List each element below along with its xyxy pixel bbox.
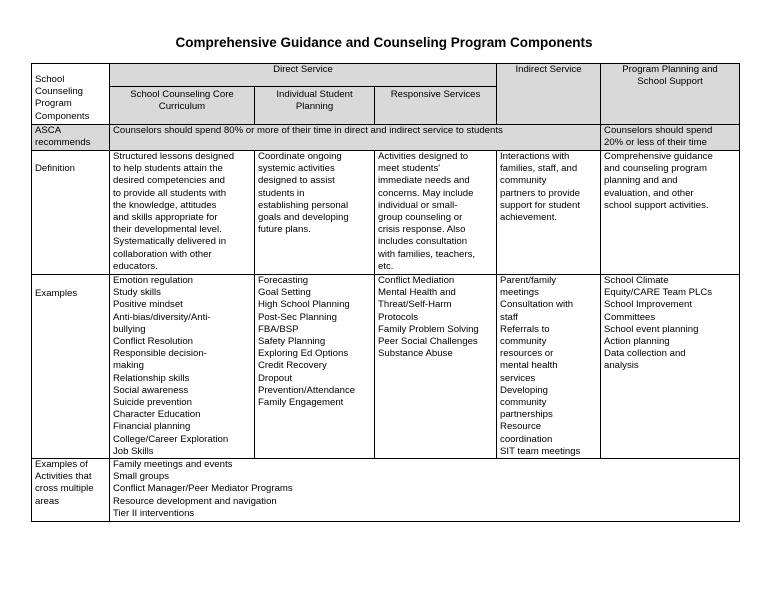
definition-responsive-line: etc. [378, 260, 394, 272]
program-planning-line: Program Planning and [622, 64, 718, 75]
examples-indirect-line: partnerships [500, 409, 553, 421]
definition-planning-line: school support activities. [604, 199, 709, 211]
examples-curriculum-lines [113, 275, 251, 458]
definition-curriculum-line: to provide all students with [113, 187, 227, 199]
examples-responsive-line: Threat/Self-Harm [378, 299, 452, 311]
definition-indirect-line: community [500, 175, 547, 187]
cross-label-line: areas [35, 495, 59, 507]
definition-curriculum-line: to help students attain the [113, 163, 223, 175]
definition-planning-cell [601, 151, 740, 275]
definition-indirect-line: support for student [500, 199, 581, 211]
examples-indirect-line: Developing [500, 384, 549, 396]
asca-direct-indirect-cell [110, 125, 601, 151]
direct-service-header [110, 64, 497, 87]
definition-planning-line: planning and and [604, 175, 678, 187]
examples-indirect-line: Parent/family [500, 275, 556, 286]
examples-individual-lines [258, 275, 371, 409]
examples-individual-line: Goal Setting [258, 287, 311, 299]
asca-planning-line: Counselors should spend [604, 125, 713, 136]
examples-indirect-line: resources or [500, 348, 554, 360]
examples-responsive-line: Peer Social Challenges [378, 336, 478, 348]
examples-individual-line: Family Engagement [258, 397, 344, 409]
definition-individual-line: Coordinate ongoing [258, 151, 342, 162]
examples-curriculum-line: bullying [113, 323, 146, 335]
examples-curriculum-line: College/Career Exploration [113, 433, 229, 445]
definition-responsive-lines [378, 151, 493, 273]
examples-curriculum-line: Anti-bias/diversity/Anti- [113, 311, 211, 323]
examples-individual-line: Exploring Ed Options [258, 348, 349, 360]
examples-curriculum-line: Job Skills [113, 445, 154, 457]
examples-individual-line: Post-Sec Planning [258, 311, 337, 323]
examples-individual-line: Prevention/Attendance [258, 384, 356, 396]
examples-responsive-line: Family Problem Solving [378, 323, 479, 335]
definition-planning-lines [604, 151, 736, 212]
cross-items-line: Small groups [113, 471, 169, 483]
examples-planning-line: analysis [604, 360, 639, 372]
definition-indirect-line: partners to provide [500, 187, 581, 199]
examples-indirect-line: services [500, 372, 536, 384]
individual-planning-header-lines [258, 89, 371, 113]
examples-indirect-lines [500, 275, 597, 458]
examples-responsive-lines [378, 275, 493, 360]
examples-individual-line: Dropout [258, 372, 293, 384]
definition-responsive-line: group counseling or [378, 212, 463, 224]
definition-individual-line: students in [258, 187, 305, 199]
examples-label-cell [32, 275, 110, 459]
cross-label-line: cross multiple [35, 483, 94, 495]
definition-label-cell [32, 151, 110, 275]
examples-planning-lines [604, 275, 736, 373]
asca-label-line: recommends [35, 137, 91, 149]
asca-planning-line: 20% or less of their time [604, 137, 707, 149]
examples-planning-line: School Improvement [604, 299, 692, 311]
examples-indirect-line: community [500, 336, 547, 348]
individual-planning-header-line: Planning [295, 101, 334, 113]
program-planning-lines [604, 64, 736, 88]
definition-planning-line: Comprehensive guidance [604, 151, 713, 162]
examples-indirect-line: coordination [500, 433, 553, 445]
asca-direct-indirect-text: Counselors should spend 80% or more of their time in direct and indirect service to students [113, 125, 503, 136]
cross-label-cell [32, 459, 110, 522]
examples-indirect-line: Referrals to [500, 323, 550, 335]
definition-responsive-line: crisis response. Also [378, 224, 466, 236]
examples-curriculum-line: Character Education [113, 409, 201, 421]
curriculum-header-line: Curriculum [158, 101, 206, 113]
examples-planning-line: School Climate [604, 275, 669, 286]
definition-curriculum-line: desired competencies and [113, 175, 225, 187]
asca-planning-cell [601, 125, 740, 151]
asca-planning-lines [604, 125, 736, 149]
examples-indirect-line: meetings [500, 287, 539, 299]
examples-planning-line: Equity/CARE Team PLCs [604, 287, 713, 299]
indirect-service-header [497, 64, 601, 125]
examples-curriculum-line: Relationship skills [113, 372, 190, 384]
asca-label-lines [35, 125, 106, 149]
page-title: Comprehensive Guidance and Counseling Program Components [175, 35, 593, 50]
examples-indirect-line: community [500, 397, 547, 409]
examples-individual-line: Forecasting [258, 275, 309, 286]
examples-responsive-line: Mental Health and [378, 287, 456, 299]
examples-responsive-line: Substance Abuse [378, 348, 453, 360]
examples-curriculum-line: Financial planning [113, 421, 191, 433]
individual-planning-header [255, 87, 375, 125]
examples-indirect-cell [497, 275, 601, 459]
cross-items-lines [113, 459, 736, 520]
examples-curriculum-line: Emotion regulation [113, 275, 193, 286]
definition-curriculum-line: collaboration with other [113, 248, 212, 260]
examples-planning-line: Data collection and [604, 348, 686, 360]
examples-individual-line: High School Planning [258, 299, 350, 311]
corner-header-line: School [35, 74, 65, 85]
corner-header-lines [35, 64, 106, 123]
examples-planning-line: School event planning [604, 323, 699, 335]
examples-curriculum-line: Positive mindset [113, 299, 183, 311]
curriculum-header-line: School Counseling Core [130, 89, 234, 100]
definition-indirect-line: achievement. [500, 212, 558, 224]
cross-label-line: Activities that [35, 471, 92, 483]
definition-individual-line: future plans. [258, 224, 311, 236]
indirect-service-label: Indirect Service [515, 64, 582, 75]
examples-curriculum-line: Study skills [113, 287, 161, 299]
corner-header-line: Counseling [35, 86, 84, 98]
definition-label: Definition [35, 163, 75, 174]
individual-planning-header-line: Individual Student [276, 89, 353, 100]
cross-label-lines [35, 459, 106, 508]
definition-planning-line: and counseling program [604, 163, 707, 175]
definition-responsive-line: immediate needs and [378, 175, 470, 187]
definition-responsive-line: individual or small- [378, 199, 458, 211]
cross-items-line: Tier II interventions [113, 507, 195, 519]
definition-individual-cell [255, 151, 375, 275]
definition-curriculum-lines [113, 151, 251, 273]
definition-indirect-line: Interactions with [500, 151, 570, 162]
definition-responsive-line: Activities designed to [378, 151, 469, 162]
examples-label: Examples [35, 288, 78, 299]
definition-curriculum-line: Systematically delivered in [113, 236, 227, 248]
corner-header-line: Components [35, 110, 90, 122]
asca-label-cell [32, 125, 110, 151]
corner-header-cell [32, 64, 110, 125]
definition-individual-line: goals and developing [258, 212, 349, 224]
direct-service-label: Direct Service [273, 64, 333, 75]
cross-items-line: Resource development and navigation [113, 495, 277, 507]
examples-indirect-line: staff [500, 311, 518, 323]
curriculum-header [110, 87, 255, 125]
responsive-services-label: Responsive Services [390, 89, 481, 100]
asca-label-line: ASCA [35, 125, 62, 136]
definition-responsive-line: concerns. May include [378, 187, 474, 199]
examples-curriculum-cell [110, 275, 255, 459]
corner-header-line: Program [35, 98, 72, 110]
definition-individual-line: establishing personal [258, 199, 349, 211]
definition-indirect-line: families, staff, and [500, 163, 578, 175]
examples-curriculum-line: Responsible decision- [113, 348, 207, 360]
definition-curriculum-line: their developmental level. [113, 224, 222, 236]
definition-curriculum-line: educators. [113, 260, 158, 272]
cross-items-cell [110, 459, 740, 522]
examples-indirect-line: Consultation with [500, 299, 574, 311]
examples-planning-cell [601, 275, 740, 459]
examples-indirect-line: mental health [500, 360, 558, 372]
examples-individual-line: Safety Planning [258, 336, 326, 348]
examples-planning-line: Action planning [604, 336, 670, 348]
definition-individual-line: systemic activities [258, 163, 335, 175]
curriculum-header-lines [113, 89, 251, 113]
definition-curriculum-line: the knowledge, attitudes [113, 199, 217, 211]
examples-individual-line: Credit Recovery [258, 360, 327, 372]
definition-indirect-lines [500, 151, 597, 224]
definition-individual-line: designed to assist [258, 175, 335, 187]
definition-responsive-line: includes consultation [378, 236, 468, 248]
examples-indirect-line: Resource [500, 421, 542, 433]
definition-planning-line: evaluation, and other [604, 187, 694, 199]
examples-curriculum-line: making [113, 360, 144, 372]
examples-responsive-line: Protocols [378, 311, 418, 323]
definition-individual-lines [258, 151, 371, 236]
program-components-table [31, 63, 740, 522]
examples-individual-cell [255, 275, 375, 459]
examples-responsive-line: Conflict Mediation [378, 275, 455, 286]
program-planning-line: School Support [637, 76, 703, 88]
responsive-services-header [375, 87, 497, 125]
examples-responsive-cell [375, 275, 497, 459]
program-planning-header [601, 64, 740, 125]
definition-responsive-cell [375, 151, 497, 275]
examples-curriculum-line: Suicide prevention [113, 397, 192, 409]
examples-curriculum-line: Conflict Resolution [113, 336, 193, 348]
cross-items-line: Conflict Manager/Peer Mediator Programs [113, 483, 293, 495]
examples-planning-line: Committees [604, 311, 656, 323]
definition-responsive-line: with families, teachers, [378, 248, 476, 260]
cross-label-line: Examples of [35, 459, 88, 471]
definition-curriculum-cell [110, 151, 255, 275]
examples-indirect-line: SIT team meetings [500, 445, 581, 457]
cross-items-line: Family meetings and events [113, 459, 233, 471]
definition-curriculum-line: Structured lessons designed [113, 151, 235, 162]
examples-individual-line: FBA/BSP [258, 323, 299, 335]
definition-responsive-line: meet students' [378, 163, 441, 175]
examples-curriculum-line: Social awareness [113, 384, 189, 396]
definition-curriculum-line: and skills appropriate for [113, 212, 218, 224]
definition-indirect-cell [497, 151, 601, 275]
